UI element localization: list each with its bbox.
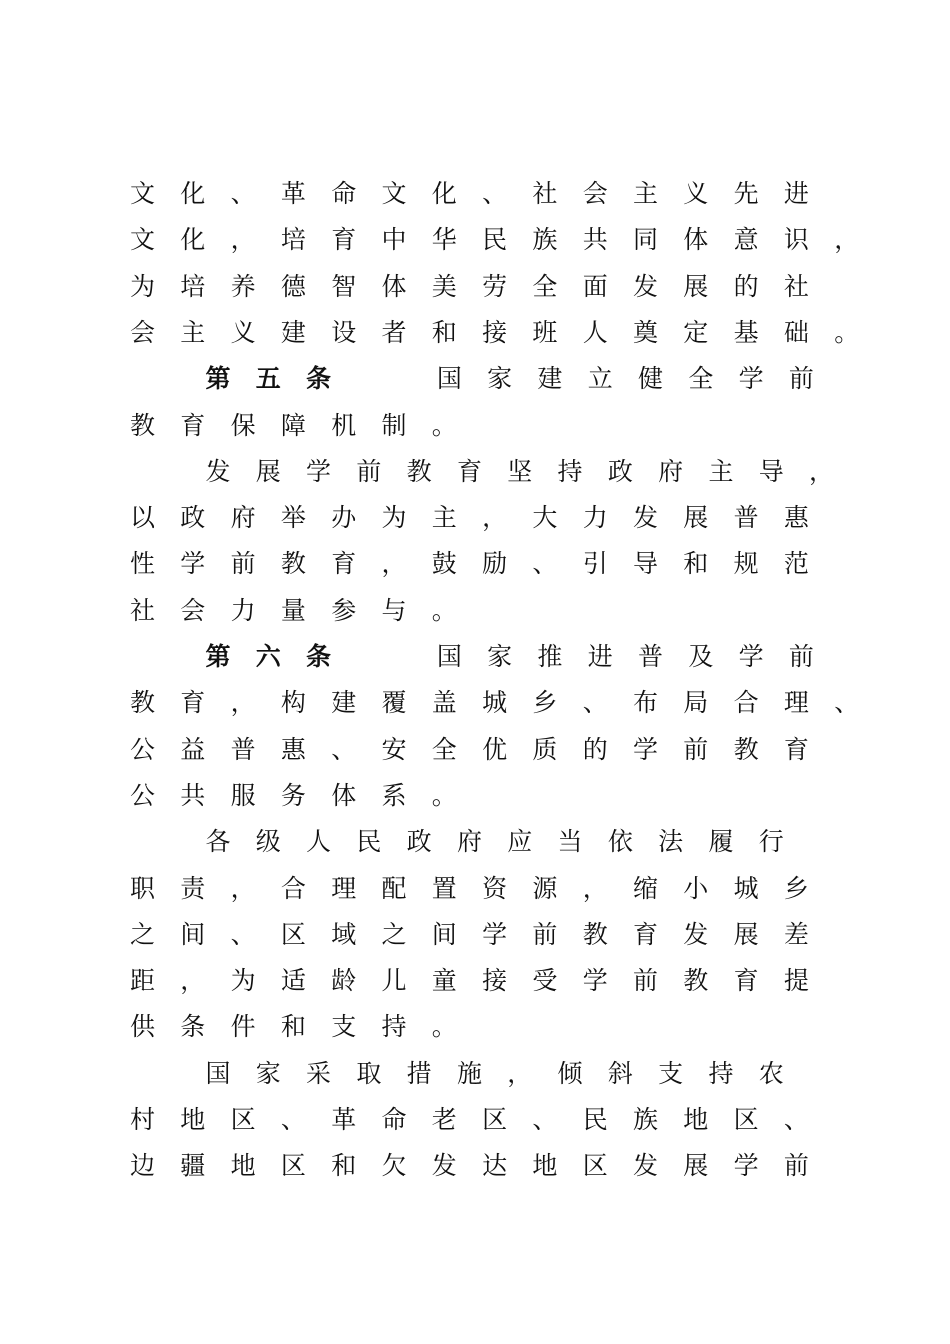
- text-glyph: 地: [230, 1151, 256, 1181]
- text-glyph: 接: [482, 317, 508, 347]
- text-glyph: ，: [809, 456, 835, 486]
- text-glyph: 全: [532, 271, 558, 301]
- text-glyph: 学: [633, 734, 659, 764]
- text-glyph: 会: [180, 595, 206, 625]
- text-glyph: 范: [783, 549, 809, 579]
- text-glyph: 国: [205, 1058, 231, 1088]
- text-glyph: 和: [331, 1151, 357, 1181]
- text-glyph: 乡: [532, 688, 558, 718]
- text-glyph: 大: [532, 503, 558, 533]
- text-glyph: 立: [587, 364, 613, 394]
- text-glyph: ，: [230, 873, 256, 903]
- text-glyph: 教: [683, 966, 709, 996]
- text-glyph: 奠: [633, 317, 659, 347]
- text-glyph: 意: [733, 225, 759, 255]
- text-glyph: 前: [230, 549, 256, 579]
- text-glyph: 主: [180, 317, 206, 347]
- text-glyph: 第: [205, 364, 231, 394]
- text-glyph: 展: [733, 919, 759, 949]
- text-glyph: 础: [783, 317, 809, 347]
- text-glyph: 量: [280, 595, 306, 625]
- text-glyph: 农: [758, 1058, 784, 1088]
- text-glyph: 惠: [783, 503, 809, 533]
- text-glyph: 基: [733, 317, 759, 347]
- text-glyph: 社: [532, 179, 558, 208]
- text-glyph: 体: [683, 225, 709, 255]
- text-glyph: 坚: [507, 456, 533, 486]
- text-glyph: 推: [537, 642, 563, 671]
- text-glyph: 义: [230, 317, 256, 347]
- text-glyph: 达: [482, 1151, 508, 1181]
- text-glyph: 劳: [482, 271, 508, 301]
- text-glyph: 置: [431, 873, 457, 903]
- text-glyph: 共: [582, 225, 608, 255]
- text-glyph: 培: [280, 225, 306, 255]
- text-glyph: 措: [406, 1058, 432, 1088]
- text-glyph: 、: [532, 549, 558, 579]
- text-glyph: 前: [788, 364, 814, 394]
- text-glyph: 小: [683, 873, 709, 903]
- text-glyph: 持: [708, 1058, 734, 1088]
- text-glyph: 。: [431, 1012, 457, 1042]
- text-glyph: ，: [507, 1058, 533, 1088]
- text-glyph: 及: [688, 642, 714, 671]
- text-glyph: 中: [381, 225, 407, 255]
- text-glyph: ，: [230, 225, 256, 255]
- text-glyph: 乡: [783, 873, 809, 903]
- text-glyph: 规: [733, 549, 759, 579]
- text-glyph: 建: [331, 688, 357, 718]
- text-glyph: 人: [582, 317, 608, 347]
- text-glyph: 学: [482, 919, 508, 949]
- text-glyph: 益: [180, 734, 206, 764]
- text-glyph: 识: [783, 225, 809, 255]
- text-glyph: 学: [582, 966, 608, 996]
- text-glyph: 布: [633, 688, 659, 718]
- text-glyph: 理: [783, 688, 809, 718]
- text-glyph: 疆: [180, 1151, 206, 1181]
- text-glyph: 人: [306, 827, 332, 857]
- text-glyph: 体: [331, 780, 357, 810]
- text-glyph: 优: [482, 734, 508, 764]
- text-glyph: 定: [683, 317, 709, 347]
- text-glyph: 、: [230, 179, 256, 208]
- text-glyph: 育: [331, 225, 357, 255]
- text-glyph: 性: [130, 549, 156, 579]
- text-glyph: 族: [532, 225, 558, 255]
- text-glyph: 职: [130, 873, 156, 903]
- text-glyph: 健: [638, 364, 664, 394]
- text-glyph: 府: [230, 503, 256, 533]
- text-glyph: 受: [532, 966, 558, 996]
- text-glyph: 育: [633, 919, 659, 949]
- text-glyph: 华: [431, 225, 457, 255]
- text-glyph: 政: [406, 827, 432, 857]
- text-glyph: 鼓: [431, 549, 457, 579]
- text-glyph: 局: [683, 688, 709, 718]
- text-glyph: 政: [607, 456, 633, 486]
- text-glyph: 普: [638, 642, 664, 671]
- text-glyph: 城: [482, 688, 508, 718]
- text-glyph: 美: [431, 271, 457, 301]
- text-glyph: 系: [381, 780, 407, 810]
- text-glyph: 主: [633, 179, 659, 208]
- text-glyph: 为: [230, 966, 256, 996]
- text-glyph: 之: [381, 919, 407, 949]
- text-glyph: 机: [331, 410, 357, 440]
- text-glyph: 主: [431, 503, 457, 533]
- text-glyph: 学: [738, 642, 764, 671]
- text-glyph: 条: [306, 642, 332, 671]
- text-glyph: 国: [436, 364, 462, 394]
- text-glyph: 儿: [381, 966, 407, 996]
- text-glyph: 域: [331, 919, 357, 949]
- text-glyph: 发: [633, 1151, 659, 1181]
- text-glyph: 以: [130, 503, 156, 533]
- text-glyph: 资: [482, 873, 508, 903]
- text-glyph: 育: [456, 456, 482, 486]
- text-glyph: 参: [331, 595, 357, 625]
- text-glyph: 、: [280, 1105, 306, 1134]
- text-glyph: 力: [582, 503, 608, 533]
- text-glyph: 质: [532, 734, 558, 764]
- text-glyph: 会: [130, 317, 156, 347]
- text-glyph: 提: [783, 966, 809, 996]
- text-glyph: 化: [180, 225, 206, 255]
- text-glyph: ，: [834, 225, 860, 255]
- text-glyph: 进: [587, 642, 613, 671]
- text-glyph: 适: [280, 966, 306, 996]
- text-glyph: 府: [456, 827, 482, 857]
- text-glyph: 、: [482, 179, 508, 208]
- text-glyph: 前: [356, 456, 382, 486]
- text-glyph: 地: [180, 1105, 206, 1134]
- text-glyph: 进: [783, 179, 809, 208]
- text-glyph: 制: [381, 410, 407, 440]
- text-glyph: 前: [788, 642, 814, 671]
- text-glyph: 公: [130, 734, 156, 764]
- text-glyph: 地: [683, 1105, 709, 1134]
- text-glyph: 德: [280, 271, 306, 301]
- text-glyph: 体: [381, 271, 407, 301]
- text-glyph: 惠: [280, 734, 306, 764]
- text-glyph: 展: [255, 456, 281, 486]
- text-glyph: 的: [733, 271, 759, 301]
- text-glyph: 区: [482, 1105, 508, 1134]
- text-glyph: 欠: [381, 1151, 407, 1181]
- text-glyph: 法: [658, 827, 684, 857]
- text-glyph: 学: [733, 1151, 759, 1181]
- text-glyph: 服: [230, 780, 256, 810]
- text-glyph: 、: [532, 1105, 558, 1134]
- text-glyph: 履: [708, 827, 734, 857]
- text-glyph: 为: [381, 503, 407, 533]
- text-glyph: 励: [482, 549, 508, 579]
- text-glyph: 力: [230, 595, 256, 625]
- text-glyph: 学: [306, 456, 332, 486]
- text-glyph: 障: [280, 410, 306, 440]
- text-glyph: 倾: [557, 1058, 583, 1088]
- text-glyph: 持: [381, 1012, 407, 1042]
- text-glyph: 面: [582, 271, 608, 301]
- text-glyph: 教: [582, 919, 608, 949]
- text-glyph: 育: [733, 966, 759, 996]
- text-glyph: 。: [431, 410, 457, 440]
- text-glyph: 教: [280, 549, 306, 579]
- text-glyph: 。: [834, 317, 860, 347]
- text-glyph: 革: [331, 1105, 357, 1134]
- text-glyph: ，: [381, 549, 407, 579]
- text-glyph: 族: [633, 1105, 659, 1134]
- text-glyph: 缩: [633, 873, 659, 903]
- text-glyph: 支: [331, 1012, 357, 1042]
- text-glyph: 教: [406, 456, 432, 486]
- text-glyph: 前: [683, 734, 709, 764]
- text-glyph: 地: [532, 1151, 558, 1181]
- text-glyph: 保: [230, 410, 256, 440]
- text-glyph: 展: [683, 1151, 709, 1181]
- text-glyph: 会: [582, 179, 608, 208]
- text-glyph: 区: [280, 919, 306, 949]
- text-glyph: 理: [331, 873, 357, 903]
- text-glyph: 、: [230, 919, 256, 949]
- text-glyph: 区: [230, 1105, 256, 1134]
- text-glyph: ，: [230, 688, 256, 718]
- text-glyph: 源: [532, 873, 558, 903]
- text-glyph: 接: [482, 966, 508, 996]
- text-glyph: 各: [205, 827, 231, 857]
- text-glyph: 者: [381, 317, 407, 347]
- text-glyph: 前: [633, 966, 659, 996]
- text-glyph: 供: [130, 1012, 156, 1042]
- text-glyph: 的: [582, 734, 608, 764]
- text-glyph: 前: [783, 1151, 809, 1181]
- text-glyph: 教: [733, 734, 759, 764]
- text-glyph: 举: [280, 503, 306, 533]
- text-glyph: 件: [230, 1012, 256, 1042]
- text-glyph: 级: [255, 827, 281, 857]
- text-glyph: ，: [482, 503, 508, 533]
- text-glyph: 、: [834, 688, 860, 718]
- text-glyph: 府: [658, 456, 684, 486]
- text-glyph: 班: [532, 317, 558, 347]
- text-glyph: 覆: [381, 688, 407, 718]
- text-glyph: 普: [230, 734, 256, 764]
- text-glyph: 社: [130, 595, 156, 625]
- text-glyph: 安: [381, 734, 407, 764]
- text-glyph: 五: [255, 364, 281, 394]
- text-glyph: 全: [688, 364, 714, 394]
- text-glyph: 发: [633, 503, 659, 533]
- text-glyph: 行: [758, 827, 784, 857]
- text-glyph: 间: [180, 919, 206, 949]
- text-glyph: 命: [381, 1105, 407, 1134]
- text-glyph: 村: [130, 1105, 156, 1134]
- text-glyph: 展: [683, 503, 709, 533]
- text-glyph: 前: [532, 919, 558, 949]
- text-glyph: 设: [331, 317, 357, 347]
- text-glyph: 支: [658, 1058, 684, 1088]
- text-glyph: 区: [733, 1105, 759, 1134]
- text-glyph: 构: [280, 688, 306, 718]
- text-glyph: 发: [431, 1151, 457, 1181]
- text-glyph: 化: [431, 179, 457, 208]
- text-glyph: 文: [381, 179, 407, 208]
- text-glyph: 条: [306, 364, 332, 394]
- text-glyph: 办: [331, 503, 357, 533]
- text-glyph: 和: [280, 1012, 306, 1042]
- text-glyph: 取: [356, 1058, 382, 1088]
- text-glyph: 童: [431, 966, 457, 996]
- text-glyph: 与: [381, 595, 407, 625]
- text-glyph: 为: [130, 271, 156, 301]
- text-glyph: 学: [180, 549, 206, 579]
- text-glyph: 距: [130, 966, 156, 996]
- text-glyph: 合: [280, 873, 306, 903]
- text-glyph: 责: [180, 873, 206, 903]
- text-glyph: 义: [683, 179, 709, 208]
- text-glyph: 培: [180, 271, 206, 301]
- text-glyph: 公: [130, 780, 156, 810]
- text-glyph: ，: [582, 873, 608, 903]
- text-glyph: 施: [456, 1058, 482, 1088]
- text-glyph: 边: [130, 1151, 156, 1181]
- text-glyph: 老: [431, 1105, 457, 1134]
- text-glyph: 育: [783, 734, 809, 764]
- text-glyph: 。: [431, 780, 457, 810]
- text-glyph: 国: [436, 642, 462, 671]
- text-glyph: 盖: [431, 688, 457, 718]
- text-glyph: 务: [280, 780, 306, 810]
- text-glyph: 学: [738, 364, 764, 394]
- text-glyph: 家: [255, 1058, 281, 1088]
- text-glyph: ，: [180, 966, 206, 996]
- text-glyph: 间: [431, 919, 457, 949]
- text-glyph: 育: [180, 688, 206, 718]
- text-glyph: 全: [431, 734, 457, 764]
- text-glyph: 社: [783, 271, 809, 301]
- text-glyph: 条: [180, 1012, 206, 1042]
- text-glyph: 建: [537, 364, 563, 394]
- text-glyph: 共: [180, 780, 206, 810]
- text-glyph: 发: [205, 456, 231, 486]
- text-glyph: 智: [331, 271, 357, 301]
- text-glyph: 家: [487, 364, 513, 394]
- text-glyph: 政: [180, 503, 206, 533]
- text-glyph: 文: [130, 225, 156, 255]
- text-glyph: 配: [381, 873, 407, 903]
- text-glyph: 依: [607, 827, 633, 857]
- text-glyph: 、: [331, 734, 357, 764]
- text-glyph: 六: [255, 642, 281, 671]
- text-glyph: 当: [557, 827, 583, 857]
- text-glyph: 同: [633, 225, 659, 255]
- text-glyph: 引: [582, 549, 608, 579]
- text-glyph: 持: [557, 456, 583, 486]
- text-glyph: 先: [733, 179, 759, 208]
- text-glyph: 龄: [331, 966, 357, 996]
- text-glyph: 和: [431, 317, 457, 347]
- text-glyph: 导: [633, 549, 659, 579]
- text-glyph: 主: [708, 456, 734, 486]
- text-glyph: 合: [733, 688, 759, 718]
- text-glyph: 采: [306, 1058, 332, 1088]
- text-glyph: 育: [180, 410, 206, 440]
- text-glyph: 区: [582, 1151, 608, 1181]
- text-glyph: 城: [733, 873, 759, 903]
- text-glyph: 第: [205, 642, 231, 671]
- text-glyph: 、: [783, 1105, 809, 1134]
- text-glyph: 养: [230, 271, 256, 301]
- text-glyph: 民: [356, 827, 382, 857]
- text-glyph: 文: [130, 179, 156, 208]
- text-glyph: 育: [331, 549, 357, 579]
- text-glyph: 民: [482, 225, 508, 255]
- text-glyph: 教: [130, 410, 156, 440]
- text-glyph: 斜: [607, 1058, 633, 1088]
- text-glyph: 差: [783, 919, 809, 949]
- text-glyph: 。: [431, 595, 457, 625]
- text-glyph: 和: [683, 549, 709, 579]
- text-glyph: 展: [683, 271, 709, 301]
- text-glyph: 教: [130, 688, 156, 718]
- text-glyph: 区: [280, 1151, 306, 1181]
- text-glyph: 化: [180, 179, 206, 208]
- text-glyph: 发: [633, 271, 659, 301]
- text-glyph: 、: [582, 688, 608, 718]
- text-glyph: 导: [758, 456, 784, 486]
- text-glyph: 命: [331, 179, 357, 208]
- text-glyph: 应: [507, 827, 533, 857]
- text-glyph: 民: [582, 1105, 608, 1134]
- text-glyph: 普: [733, 503, 759, 533]
- text-glyph: 发: [683, 919, 709, 949]
- text-glyph: 建: [280, 317, 306, 347]
- text-glyph: 革: [280, 179, 306, 208]
- text-glyph: 家: [487, 642, 513, 671]
- text-glyph: 之: [130, 919, 156, 949]
